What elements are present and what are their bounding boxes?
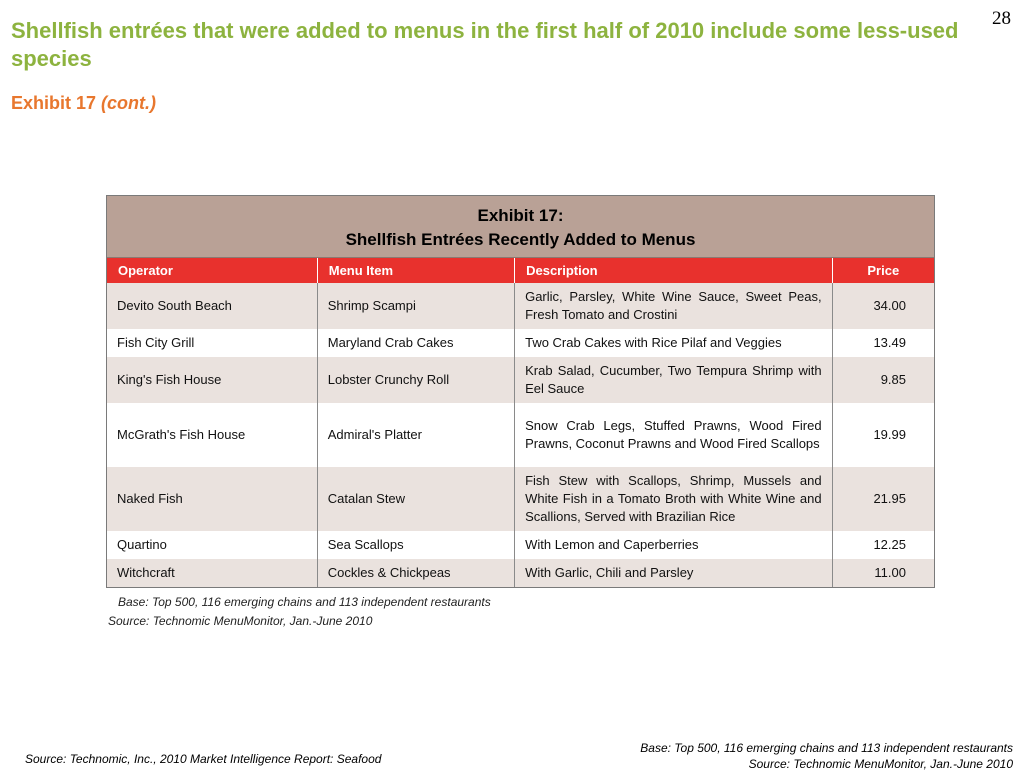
cell-menu-item: Catalan Stew — [317, 467, 514, 531]
column-header-operator: Operator — [107, 258, 317, 283]
cell-menu-item: Admiral's Platter — [317, 403, 514, 467]
cell-description: Krab Salad, Cucumber, Two Tempura Shrimp with Eel Sauce — [515, 357, 832, 403]
table-row — [107, 531, 934, 559]
cell-description: Two Crab Cakes with Rice Pilaf and Veggies — [515, 329, 832, 357]
exhibit-title-line1: Exhibit 17: — [477, 206, 564, 225]
cell-description: Snow Crab Legs, Stuffed Prawns, Wood Fired Prawns, Coconut Prawns and Wood Fired Scallops — [515, 403, 832, 467]
footer-base: Base: Top 500, 116 emerging chains and 113 independent restaurants — [640, 741, 1013, 755]
exhibit-table-image — [106, 195, 935, 588]
exhibit-base-note: Base: Top 500, 116 emerging chains and 113 independent restaurants — [118, 595, 491, 609]
cell-price: 21.95 — [832, 467, 934, 531]
cell-operator: Fish City Grill — [107, 329, 317, 357]
exhibit-label-suffix: (cont.) — [101, 93, 157, 113]
table-header-row — [107, 258, 934, 283]
cell-operator: Quartino — [107, 531, 317, 559]
table-row — [107, 283, 934, 329]
table-row — [107, 403, 934, 467]
table-row — [107, 329, 934, 357]
cell-operator: McGrath's Fish House — [107, 403, 317, 467]
cell-price: 11.00 — [832, 559, 934, 587]
cell-operator: King's Fish House — [107, 357, 317, 403]
cell-menu-item: Shrimp Scampi — [317, 283, 514, 329]
exhibit-source-note: Source: Technomic MenuMonitor, Jan.-June 2010 — [108, 614, 373, 628]
page-number: 28 — [992, 8, 1011, 29]
cell-price: 13.49 — [832, 329, 934, 357]
shellfish-table — [107, 258, 934, 587]
cell-price: 12.25 — [832, 531, 934, 559]
column-header-menu-item: Menu Item — [317, 258, 514, 283]
cell-operator: Naked Fish — [107, 467, 317, 531]
table-row — [107, 357, 934, 403]
footer-source-monitor: Source: Technomic MenuMonitor, Jan.-June 2010 — [748, 757, 1013, 771]
column-header-description: Description — [515, 258, 832, 283]
exhibit-title-line2: Shellfish Entrées Recently Added to Menus — [345, 230, 696, 249]
footer-notes — [640, 740, 1013, 772]
cell-menu-item: Sea Scallops — [317, 531, 514, 559]
cell-menu-item: Maryland Crab Cakes — [317, 329, 514, 357]
slide-title: Shellfish entrées that were added to menus in the first half of 2010 include some less-used species — [11, 18, 959, 71]
cell-operator: Devito South Beach — [107, 283, 317, 329]
cell-operator: Witchcraft — [107, 559, 317, 587]
cell-price: 9.85 — [832, 357, 934, 403]
cell-description: Fish Stew with Scallops, Shrimp, Mussels and White Fish in a Tomato Broth with White Wine and Scallions, Served with Brazilian Rice — [515, 467, 832, 531]
cell-price: 19.99 — [832, 403, 934, 467]
cell-description: Garlic, Parsley, White Wine Sauce, Sweet Peas, Fresh Tomato and Crostini — [515, 283, 832, 329]
exhibit-label-main: Exhibit 17 — [11, 93, 97, 113]
cell-menu-item: Cockles & Chickpeas — [317, 559, 514, 587]
cell-description: With Lemon and Caperberries — [515, 531, 832, 559]
column-header-price: Price — [832, 258, 934, 283]
cell-menu-item: Lobster Crunchy Roll — [317, 357, 514, 403]
table-row — [107, 467, 934, 531]
exhibit-label — [11, 93, 156, 114]
footer-source: Source: Technomic, Inc., 2010 Market Intelligence Report: Seafood — [25, 752, 382, 766]
cell-price: 34.00 — [832, 283, 934, 329]
exhibit-header — [107, 196, 934, 258]
table-row — [107, 559, 934, 587]
cell-description: With Garlic, Chili and Parsley — [515, 559, 832, 587]
